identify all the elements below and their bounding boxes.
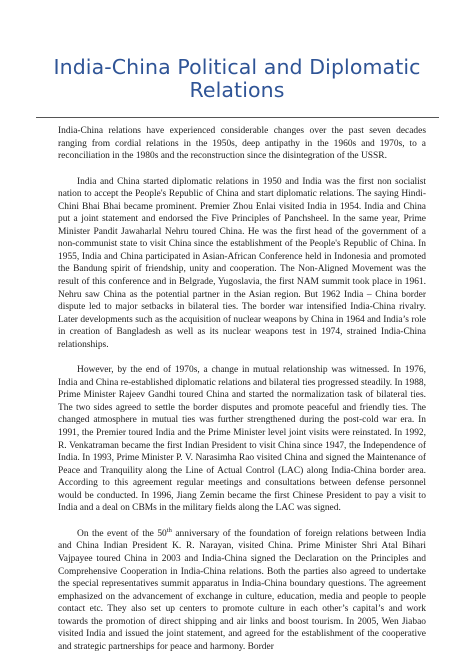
document-title: India-China Political and Diplomatic Relations (53, 55, 421, 102)
body-paragraph: However, by the end of 1970s, a change in mutual relationship was witnessed. In 1976, India and China re-established diplomatic relations and bilateral ties progressed steadily. In 1988, Prime Minister Rajeev Gandhi toured China and started the normalization task of bilateral ties. The two sides agreed to settle the border disputes and promote peaceful and friendly ties. The changed atmosphere in mutual ties was further strengthened during the post-cold war era. In 1991, the Premier toured India and the Prime Minister level joint visits were reinstated. In 1992, R. Venkatraman became the first Indian President to visit China since 1947, the Independence of India. In 1993, Prime Minister P. V. Narasimha Rao visited China and signed the Maintenance of Peace and Tranquility along the Line of Actual Control (LAC) along India-China border area. According to this agreement regular meetings and consultations between defense personnel would be conducted. In 1996, Jiang Zemin became the first Chinese President to pay a visit to India and a deal on CBMs in the military fields along the LAC was signed. (58, 365, 426, 514)
body-paragraph (58, 528, 426, 653)
paragraph-text: On the event of the 50 (77, 528, 167, 539)
title-divider (36, 117, 439, 118)
document-body (58, 125, 426, 666)
ordinal-superscript: th (166, 526, 172, 534)
paragraph-text: anniversary of the foundation of foreign relations between India and China Indian President K. R. Narayan, visited China. Prime Minister Shri Atal Bihari Vajpayee toured China in 2003 and India-China signed the Declaration on the Principles and Comprehensive Cooperation in India-China relations. Both the parties also agreed to undertake the special representatives summit apparatus in India-China boundary questions. The agreement emphasized on the advancement of exchange in culture, education, media and people to people contact etc. They also set up centers to promote culture in each other’s capital’s and work towards the promotion of direct shipping and air links and boost tourism. In 2005, Wen Jiabao visited India and issued the joint statement, and agreed for the establishment of the cooperative and strategic partnerships for peace and harmony. Border (58, 528, 426, 652)
intro-paragraph: India-China relations have experienced considerable changes over the past seven decades ranging from cordial relations in the 1950s, deep antipathy in the 1960s and 1970s, to a reconciliation in the 1980s and the reconstruction since the disintegration of the USSR. (58, 126, 426, 162)
body-paragraph: India and China started diplomatic relations in 1950 and India was the first non socialist nation to accept the People's Republic of China and start diplomatic relations. The saying Hindi-Chini Bhai Bhai became prominent. Premier Zhou Enlai visited India in 1954. India and China put a joint statement and endorsed the Five Principles of Panchsheel. In the same year, Prime Minister Pandit Jawaharlal Nehru toured China. He was the first head of the government of a non-communist state to visit China since the establishment of the People's Republic of China. In 1955, India and China participated in Asian-African Conference held in Indonesia and promoted the Bandung spirit of friendship, unity and cooperation. The Non-Aligned Movement was the result of this conference and in Belgrade, Yugoslavia, the first NAM summit took place in 1961. Nehru saw China as the potential partner in the Asian region. But 1962 India – China border dispute led to major setbacks in bilateral ties. The border war intensified India-China rivalry. Later developments such as the acquisition of nuclear weapons by China in 1964 and India’s role in creation of Bangladesh as well as its nuclear weapons test in 1974, strained India-China relationships. (58, 176, 426, 350)
